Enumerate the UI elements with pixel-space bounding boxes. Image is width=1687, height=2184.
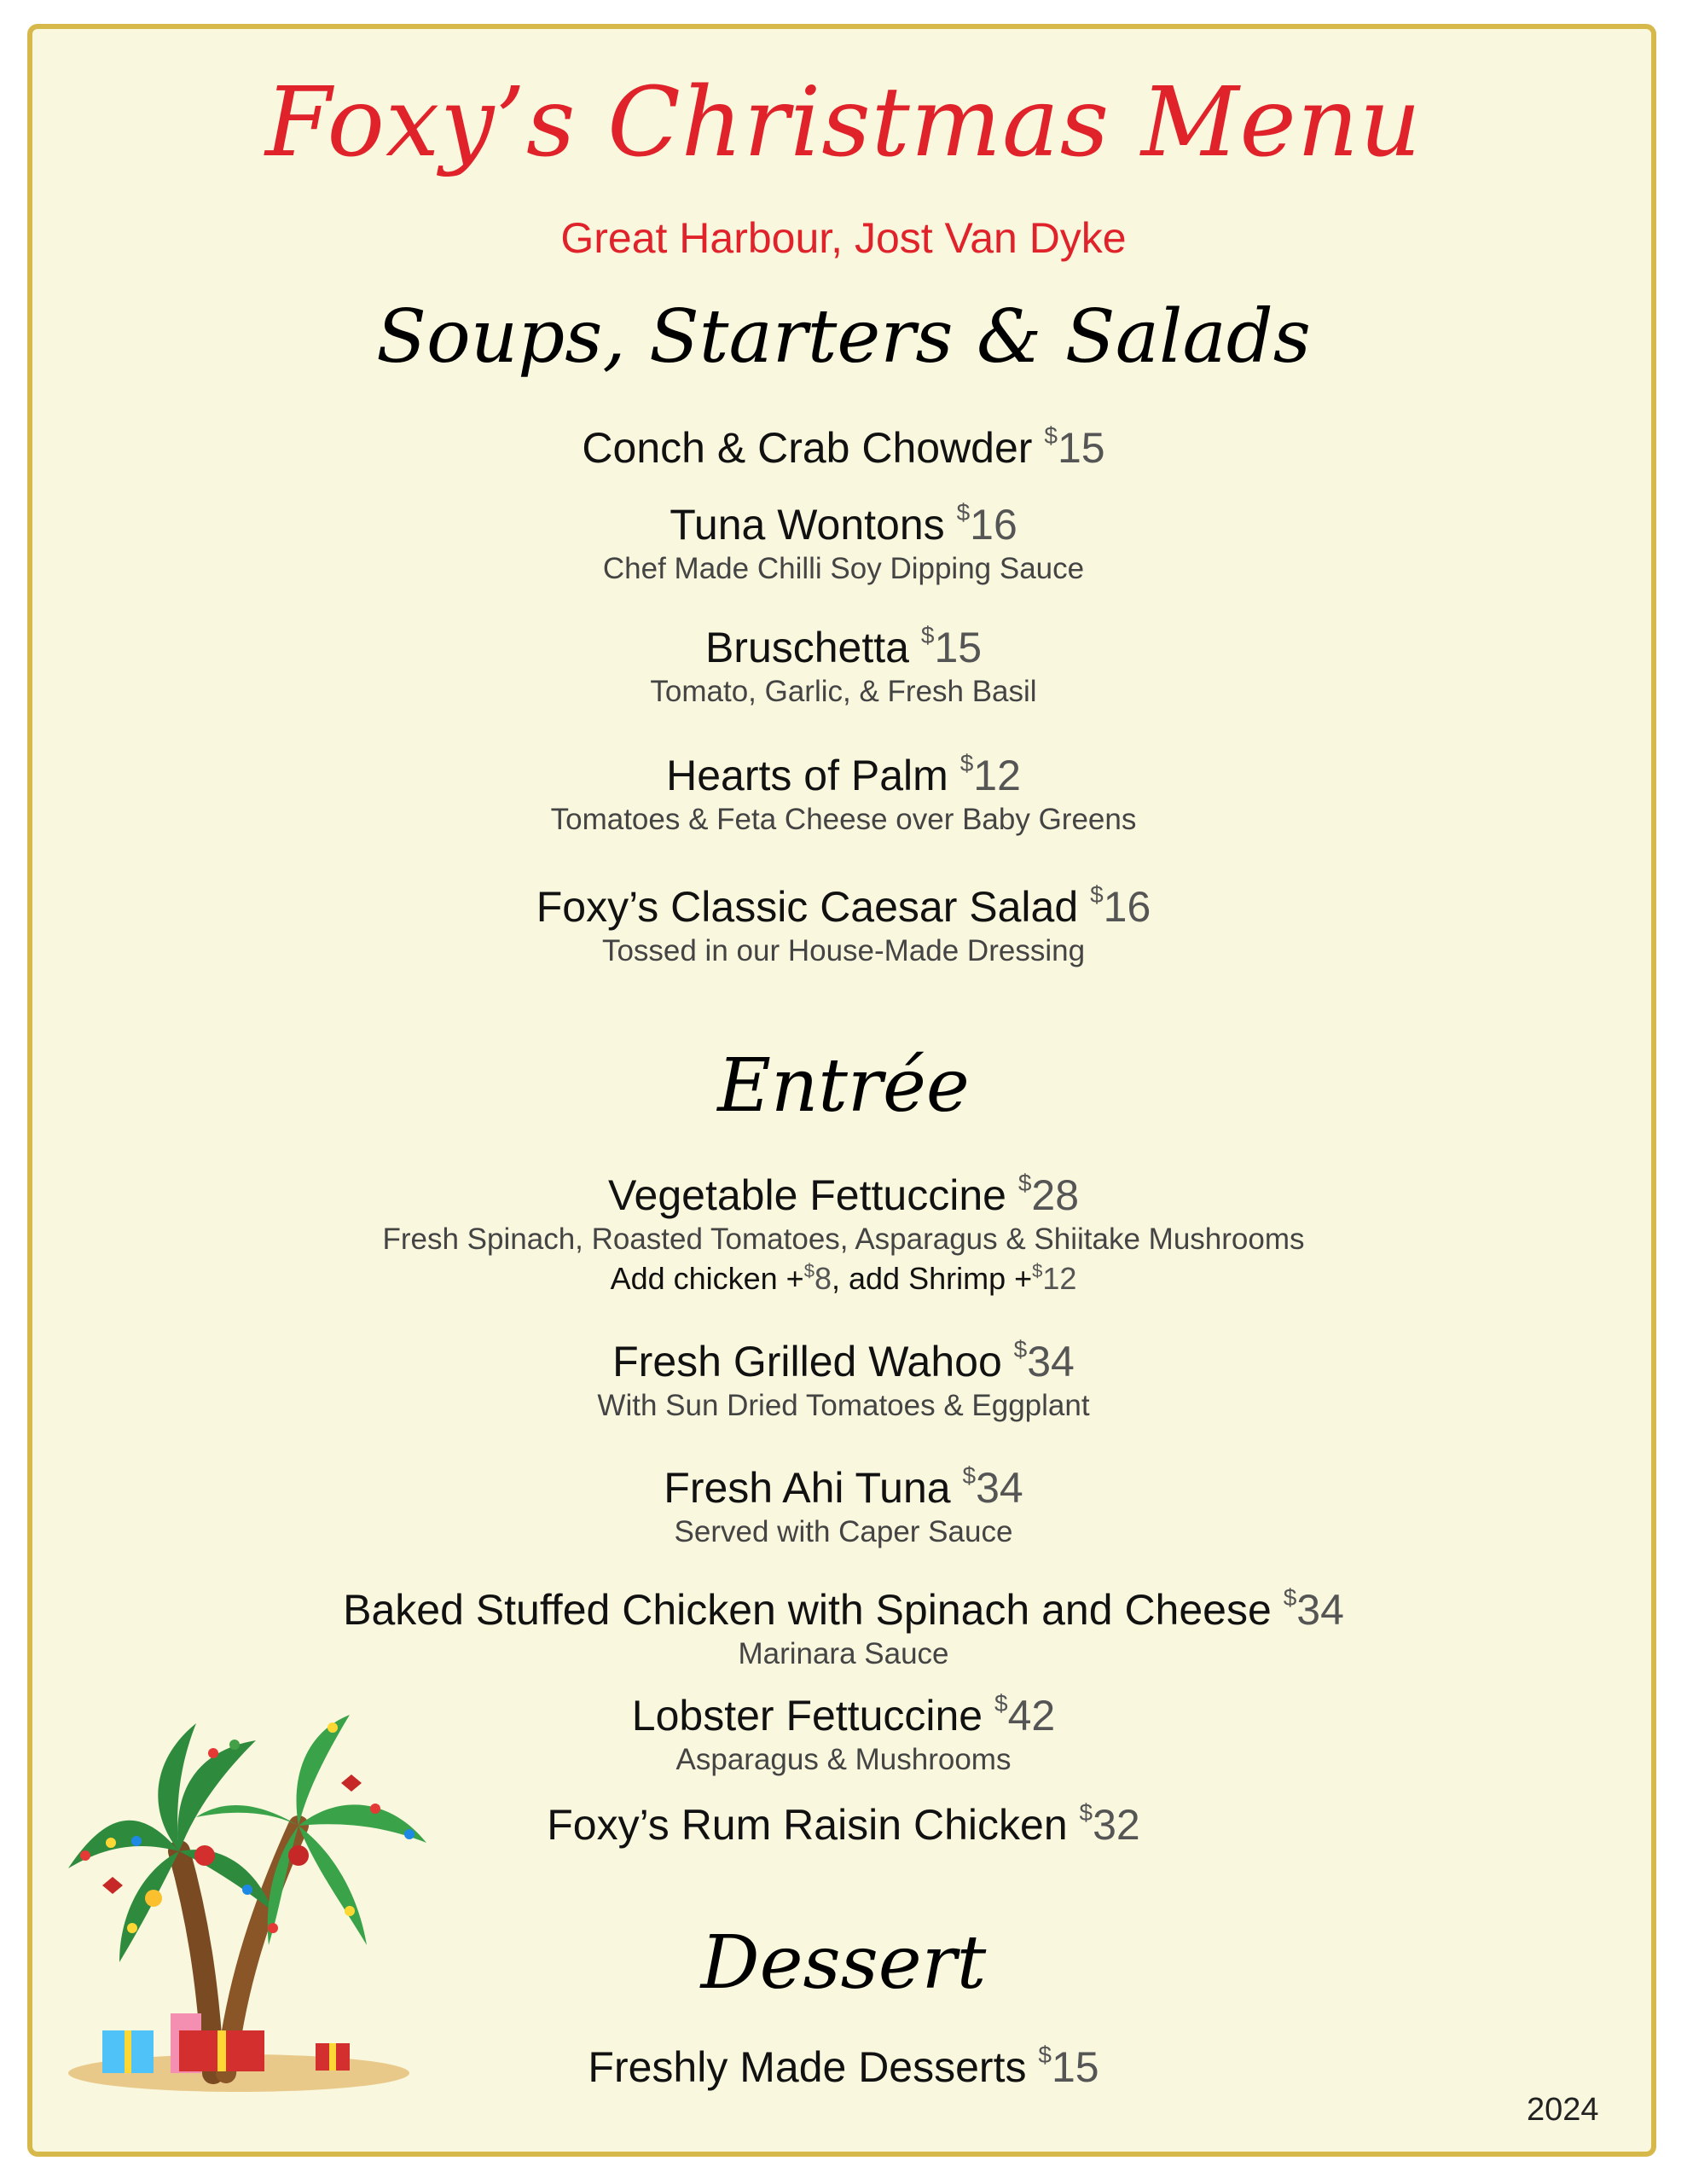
item-name: Foxy’s Classic Caesar Salad (536, 883, 1079, 931)
menu-item (0, 1461, 1687, 1513)
menu-item (0, 1169, 1687, 1221)
item-price: $16 (956, 499, 1017, 549)
item-price: $28 (1017, 1170, 1080, 1219)
item-description: With Sun Dried Tomatoes & Eggplant (597, 1389, 1090, 1422)
item-price: $12 (959, 750, 1021, 799)
menu-item (0, 1583, 1687, 1635)
item-name: Hearts of Palm (666, 752, 948, 799)
menu-year: 2024 (1527, 2092, 1599, 2128)
christmas-palm-tree-icon (51, 1672, 435, 2099)
item-price: $34 (1283, 1584, 1344, 1634)
item-name: Conch & Crab Chowder (582, 424, 1033, 472)
item-description: Chef Made Chilli Soy Dipping Sauce (602, 552, 1085, 585)
item-name: Fresh Grilled Wahoo (612, 1338, 1002, 1385)
item-price: $16 (1090, 881, 1151, 931)
item-price: $32 (1079, 1799, 1140, 1849)
item-name: Bruschetta (704, 624, 909, 671)
item-price: $15 (1044, 422, 1105, 472)
section-heading-starters: Soups, Starters & Salads (376, 294, 1311, 380)
item-price: $34 (1013, 1336, 1075, 1385)
item-description: Asparagus & Mushrooms (675, 1743, 1012, 1776)
item-name: Foxy’s Rum Raisin Chicken (547, 1801, 1068, 1849)
item-description: Tomato, Garlic, & Fresh Basil (650, 675, 1037, 708)
item-price: $34 (962, 1462, 1023, 1512)
menu-item (0, 621, 1687, 673)
item-addon: Add chicken +$8, add Shrimp +$12 (610, 1260, 1077, 1296)
item-name: Tuna Wontons (670, 501, 945, 549)
item-description: Marinara Sauce (738, 1637, 949, 1670)
item-name: Fresh Ahi Tuna (664, 1464, 951, 1512)
item-price: $42 (994, 1690, 1056, 1740)
menu-title: Foxy’s Christmas Menu (264, 67, 1423, 178)
item-name: Lobster Fettuccine (631, 1692, 983, 1740)
section-heading-entree: Entrée (717, 1043, 970, 1129)
item-description: Tomatoes & Feta Cheese over Baby Greens (550, 803, 1137, 836)
item-description: Served with Caper Sauce (674, 1515, 1013, 1548)
item-name: Freshly Made Desserts (588, 2043, 1027, 2091)
menu-item (0, 498, 1687, 550)
item-name: Baked Stuffed Chicken with Spinach and Cheese (343, 1586, 1272, 1634)
section-heading-dessert: Dessert (700, 1920, 987, 2006)
item-price: $15 (1038, 2042, 1099, 2091)
menu-item (0, 880, 1687, 932)
menu-subtitle: Great Harbour, Jost Van Dyke (560, 214, 1127, 262)
item-price: $15 (920, 622, 983, 671)
menu-item (0, 1335, 1687, 1387)
item-description: Tossed in our House-Made Dressing (601, 934, 1086, 967)
menu-item (0, 749, 1687, 801)
menu-item (0, 421, 1687, 473)
item-name: Vegetable Fettuccine (607, 1171, 1006, 1219)
item-description: Fresh Spinach, Roasted Tomatoes, Asparagus & Shiitake Mushrooms (382, 1223, 1305, 1256)
